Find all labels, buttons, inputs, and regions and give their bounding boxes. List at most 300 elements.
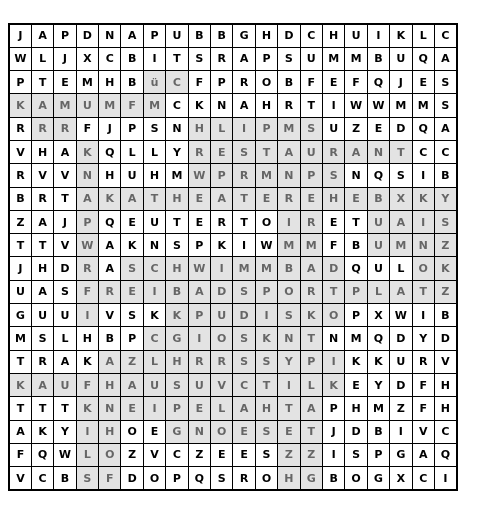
grid-cell[interactable]: H xyxy=(434,373,456,396)
grid-cell[interactable]: G xyxy=(300,467,322,490)
grid-cell[interactable]: R xyxy=(211,210,233,233)
grid-cell[interactable]: U xyxy=(9,280,31,303)
grid-cell[interactable]: G xyxy=(166,420,188,443)
grid-cell[interactable]: B xyxy=(54,467,76,490)
grid-cell[interactable]: N xyxy=(99,24,121,47)
grid-cell[interactable]: O xyxy=(345,467,367,490)
grid-cell[interactable]: O xyxy=(99,443,121,466)
grid-cell[interactable]: A xyxy=(121,373,143,396)
grid-cell[interactable]: K xyxy=(434,257,456,280)
grid-cell[interactable]: R xyxy=(233,164,255,187)
grid-cell[interactable]: E xyxy=(345,187,367,210)
grid-cell[interactable]: A xyxy=(121,187,143,210)
grid-cell[interactable]: S xyxy=(300,117,322,140)
grid-cell[interactable]: K xyxy=(76,140,98,163)
grid-cell[interactable]: T xyxy=(143,187,165,210)
grid-cell[interactable]: P xyxy=(211,164,233,187)
grid-cell[interactable]: L xyxy=(143,140,165,163)
grid-cell[interactable]: P xyxy=(166,397,188,420)
grid-cell[interactable]: J xyxy=(322,420,344,443)
grid-cell[interactable]: T xyxy=(54,397,76,420)
grid-cell[interactable]: G xyxy=(367,467,389,490)
grid-cell[interactable]: Q xyxy=(367,164,389,187)
grid-cell[interactable]: R xyxy=(300,280,322,303)
grid-cell[interactable]: M xyxy=(345,47,367,70)
grid-cell[interactable]: X xyxy=(390,187,412,210)
grid-cell[interactable]: I xyxy=(367,24,389,47)
grid-cell[interactable]: W xyxy=(54,443,76,466)
grid-cell[interactable]: R xyxy=(322,140,344,163)
grid-cell[interactable]: F xyxy=(188,71,210,94)
grid-cell[interactable]: F xyxy=(76,280,98,303)
grid-cell[interactable]: T xyxy=(412,280,434,303)
grid-cell[interactable]: U xyxy=(54,373,76,396)
grid-cell[interactable]: F xyxy=(121,94,143,117)
grid-cell[interactable]: W xyxy=(390,304,412,327)
grid-cell[interactable]: S xyxy=(121,257,143,280)
grid-cell[interactable]: V xyxy=(54,234,76,257)
grid-cell[interactable]: A xyxy=(390,280,412,303)
grid-cell[interactable]: U xyxy=(322,117,344,140)
grid-cell[interactable]: A xyxy=(233,397,255,420)
grid-cell[interactable]: R xyxy=(211,47,233,70)
grid-cell[interactable]: T xyxy=(54,187,76,210)
grid-cell[interactable]: L xyxy=(412,24,434,47)
grid-cell[interactable]: A xyxy=(99,257,121,280)
grid-cell[interactable]: K xyxy=(143,304,165,327)
grid-cell[interactable]: R xyxy=(233,467,255,490)
grid-cell[interactable]: C xyxy=(434,24,456,47)
grid-cell[interactable]: P xyxy=(143,24,165,47)
grid-cell[interactable]: L xyxy=(300,373,322,396)
grid-cell[interactable]: R xyxy=(9,164,31,187)
grid-cell[interactable]: T xyxy=(9,350,31,373)
grid-cell[interactable]: H xyxy=(278,467,300,490)
grid-cell[interactable]: K xyxy=(166,304,188,327)
grid-cell[interactable]: P xyxy=(300,164,322,187)
grid-cell[interactable]: M xyxy=(76,71,98,94)
grid-cell[interactable]: Y xyxy=(367,373,389,396)
grid-cell[interactable]: N xyxy=(345,164,367,187)
grid-cell[interactable]: U xyxy=(390,350,412,373)
grid-cell[interactable]: L xyxy=(31,47,53,70)
grid-cell[interactable]: S xyxy=(233,140,255,163)
grid-cell[interactable]: O xyxy=(412,257,434,280)
grid-cell[interactable]: K xyxy=(345,350,367,373)
grid-cell[interactable]: S xyxy=(76,467,98,490)
grid-cell[interactable]: P xyxy=(322,397,344,420)
grid-cell[interactable]: A xyxy=(76,187,98,210)
grid-cell[interactable]: J xyxy=(390,71,412,94)
grid-cell[interactable]: R xyxy=(9,117,31,140)
grid-cell[interactable]: A xyxy=(434,117,456,140)
grid-cell[interactable]: I xyxy=(255,304,277,327)
grid-cell[interactable]: Y xyxy=(166,140,188,163)
grid-cell[interactable]: A xyxy=(9,420,31,443)
grid-cell[interactable]: Q xyxy=(412,47,434,70)
grid-cell[interactable]: D xyxy=(390,373,412,396)
grid-cell[interactable]: K xyxy=(9,94,31,117)
grid-cell[interactable]: Z xyxy=(434,234,456,257)
grid-cell[interactable]: E xyxy=(121,280,143,303)
grid-cell[interactable]: I xyxy=(322,94,344,117)
grid-cell[interactable]: D xyxy=(390,117,412,140)
grid-cell[interactable]: F xyxy=(412,373,434,396)
grid-cell[interactable]: R xyxy=(31,187,53,210)
grid-cell[interactable]: I xyxy=(412,304,434,327)
grid-cell[interactable]: S xyxy=(233,350,255,373)
grid-cell[interactable]: I xyxy=(76,304,98,327)
grid-cell[interactable]: C xyxy=(166,94,188,117)
grid-cell[interactable]: A xyxy=(211,187,233,210)
grid-cell[interactable]: W xyxy=(367,94,389,117)
grid-cell[interactable]: K xyxy=(255,327,277,350)
grid-cell[interactable]: H xyxy=(166,350,188,373)
grid-cell[interactable]: A xyxy=(434,47,456,70)
grid-cell[interactable]: N xyxy=(278,327,300,350)
grid-cell[interactable]: N xyxy=(211,94,233,117)
grid-cell[interactable]: Z xyxy=(345,117,367,140)
grid-cell[interactable]: D xyxy=(390,327,412,350)
grid-cell[interactable]: M xyxy=(345,327,367,350)
grid-cell[interactable]: U xyxy=(121,164,143,187)
grid-cell[interactable]: T xyxy=(166,47,188,70)
grid-cell[interactable]: I xyxy=(412,164,434,187)
grid-cell[interactable]: A xyxy=(300,397,322,420)
grid-cell[interactable]: Z xyxy=(278,443,300,466)
grid-cell[interactable]: D xyxy=(434,327,456,350)
grid-cell[interactable]: E xyxy=(143,420,165,443)
grid-cell[interactable]: E xyxy=(54,71,76,94)
grid-cell[interactable]: R xyxy=(188,140,210,163)
grid-cell[interactable]: O xyxy=(255,71,277,94)
grid-cell[interactable]: P xyxy=(255,47,277,70)
grid-cell[interactable]: K xyxy=(390,24,412,47)
grid-cell[interactable]: A xyxy=(278,140,300,163)
grid-cell[interactable]: T xyxy=(166,210,188,233)
grid-cell[interactable]: H xyxy=(99,420,121,443)
grid-cell[interactable]: O xyxy=(255,467,277,490)
grid-cell[interactable]: S xyxy=(211,467,233,490)
grid-cell[interactable]: F xyxy=(76,373,98,396)
grid-cell[interactable]: U xyxy=(367,210,389,233)
grid-cell[interactable]: S xyxy=(390,164,412,187)
grid-cell[interactable]: P xyxy=(367,443,389,466)
grid-cell[interactable]: U xyxy=(300,140,322,163)
grid-cell[interactable]: H xyxy=(345,397,367,420)
grid-cell[interactable]: V xyxy=(31,164,53,187)
grid-cell[interactable]: T xyxy=(390,140,412,163)
grid-cell[interactable]: A xyxy=(31,24,53,47)
grid-cell[interactable]: T xyxy=(300,94,322,117)
grid-cell[interactable]: M xyxy=(390,94,412,117)
grid-cell[interactable]: M xyxy=(9,327,31,350)
grid-cell[interactable]: U xyxy=(188,373,210,396)
grid-cell[interactable]: K xyxy=(300,304,322,327)
grid-cell[interactable]: H xyxy=(31,140,53,163)
grid-cell[interactable]: G xyxy=(233,24,255,47)
grid-cell[interactable]: Q xyxy=(367,71,389,94)
grid-cell[interactable]: H xyxy=(322,187,344,210)
grid-cell[interactable]: A xyxy=(31,94,53,117)
grid-cell[interactable]: V xyxy=(412,420,434,443)
grid-cell[interactable]: C xyxy=(166,443,188,466)
grid-cell[interactable]: X xyxy=(76,47,98,70)
grid-cell[interactable]: F xyxy=(76,117,98,140)
grid-cell[interactable]: M xyxy=(300,234,322,257)
grid-cell[interactable]: A xyxy=(188,280,210,303)
grid-cell[interactable]: K xyxy=(99,187,121,210)
grid-cell[interactable]: D xyxy=(121,467,143,490)
grid-cell[interactable]: Q xyxy=(367,327,389,350)
grid-cell[interactable]: I xyxy=(322,350,344,373)
grid-cell[interactable]: E xyxy=(345,373,367,396)
grid-cell[interactable]: H xyxy=(99,71,121,94)
grid-cell[interactable]: H xyxy=(188,117,210,140)
grid-cell[interactable]: M xyxy=(233,257,255,280)
grid-cell[interactable]: A xyxy=(31,210,53,233)
grid-cell[interactable]: M xyxy=(255,257,277,280)
grid-cell[interactable]: T xyxy=(9,397,31,420)
grid-cell[interactable]: Q xyxy=(345,257,367,280)
grid-cell[interactable]: H xyxy=(255,94,277,117)
grid-cell[interactable]: A xyxy=(233,47,255,70)
grid-cell[interactable]: D xyxy=(76,24,98,47)
grid-cell[interactable]: Z xyxy=(9,210,31,233)
grid-cell[interactable]: B xyxy=(434,164,456,187)
grid-cell[interactable]: K xyxy=(367,350,389,373)
grid-cell[interactable]: S xyxy=(188,47,210,70)
grid-cell[interactable]: L xyxy=(390,257,412,280)
grid-cell[interactable]: T xyxy=(300,327,322,350)
grid-cell[interactable]: R xyxy=(99,280,121,303)
grid-cell[interactable]: S xyxy=(434,210,456,233)
grid-cell[interactable]: S xyxy=(278,304,300,327)
grid-cell[interactable]: K xyxy=(121,234,143,257)
grid-cell[interactable]: D xyxy=(322,257,344,280)
grid-cell[interactable]: C xyxy=(143,257,165,280)
grid-cell[interactable]: T xyxy=(255,373,277,396)
grid-cell[interactable]: I xyxy=(434,467,456,490)
grid-cell[interactable]: K xyxy=(76,350,98,373)
grid-cell[interactable]: L xyxy=(76,443,98,466)
grid-cell[interactable]: U xyxy=(143,373,165,396)
grid-cell[interactable]: M xyxy=(99,94,121,117)
grid-cell[interactable]: D xyxy=(211,280,233,303)
grid-cell[interactable]: ü xyxy=(143,71,165,94)
grid-cell[interactable]: C xyxy=(412,467,434,490)
grid-cell[interactable]: N xyxy=(367,140,389,163)
grid-cell[interactable]: E xyxy=(255,187,277,210)
grid-cell[interactable]: Y xyxy=(412,327,434,350)
grid-cell[interactable]: S xyxy=(233,280,255,303)
grid-cell[interactable]: X xyxy=(390,467,412,490)
grid-cell[interactable]: S xyxy=(255,350,277,373)
grid-cell[interactable]: S xyxy=(166,373,188,396)
grid-cell[interactable]: R xyxy=(54,117,76,140)
grid-cell[interactable]: U xyxy=(166,24,188,47)
grid-cell[interactable]: P xyxy=(121,327,143,350)
grid-cell[interactable]: E xyxy=(188,397,210,420)
grid-cell[interactable]: H xyxy=(434,397,456,420)
grid-cell[interactable]: B xyxy=(9,187,31,210)
grid-cell[interactable]: B xyxy=(211,24,233,47)
grid-cell[interactable]: I xyxy=(233,234,255,257)
grid-cell[interactable]: O xyxy=(255,210,277,233)
grid-cell[interactable]: T xyxy=(255,140,277,163)
grid-cell[interactable]: O xyxy=(211,420,233,443)
grid-cell[interactable]: Y xyxy=(278,350,300,373)
grid-cell[interactable]: A xyxy=(121,24,143,47)
grid-cell[interactable]: P xyxy=(54,24,76,47)
grid-cell[interactable]: K xyxy=(9,373,31,396)
grid-cell[interactable]: Q xyxy=(412,117,434,140)
grid-cell[interactable]: U xyxy=(367,234,389,257)
grid-cell[interactable]: S xyxy=(434,94,456,117)
grid-cell[interactable]: N xyxy=(188,420,210,443)
grid-cell[interactable]: W xyxy=(188,257,210,280)
grid-cell[interactable]: M xyxy=(278,117,300,140)
grid-cell[interactable]: R xyxy=(76,257,98,280)
grid-cell[interactable]: C xyxy=(434,140,456,163)
grid-cell[interactable]: M xyxy=(322,47,344,70)
grid-cell[interactable]: C xyxy=(99,47,121,70)
grid-cell[interactable]: F xyxy=(9,443,31,466)
grid-cell[interactable]: L xyxy=(211,397,233,420)
grid-cell[interactable]: B xyxy=(345,234,367,257)
grid-cell[interactable]: H xyxy=(99,373,121,396)
grid-cell[interactable]: H xyxy=(255,397,277,420)
grid-cell[interactable]: H xyxy=(143,164,165,187)
grid-cell[interactable]: V xyxy=(54,164,76,187)
grid-cell[interactable]: B xyxy=(367,187,389,210)
grid-cell[interactable]: N xyxy=(322,327,344,350)
grid-cell[interactable]: C xyxy=(166,71,188,94)
grid-cell[interactable]: M xyxy=(390,234,412,257)
grid-cell[interactable]: A xyxy=(54,140,76,163)
grid-cell[interactable]: E xyxy=(188,187,210,210)
grid-cell[interactable]: W xyxy=(76,234,98,257)
grid-cell[interactable]: Z xyxy=(188,443,210,466)
grid-cell[interactable]: C xyxy=(143,327,165,350)
grid-cell[interactable]: A xyxy=(300,257,322,280)
grid-cell[interactable]: B xyxy=(434,304,456,327)
grid-cell[interactable]: A xyxy=(31,373,53,396)
grid-cell[interactable]: M xyxy=(412,94,434,117)
grid-cell[interactable]: V xyxy=(9,140,31,163)
grid-cell[interactable]: P xyxy=(300,350,322,373)
grid-cell[interactable]: H xyxy=(76,327,98,350)
grid-cell[interactable]: A xyxy=(99,350,121,373)
grid-cell[interactable]: F xyxy=(322,234,344,257)
grid-cell[interactable]: D xyxy=(345,420,367,443)
grid-cell[interactable]: E xyxy=(188,210,210,233)
grid-cell[interactable]: M xyxy=(166,164,188,187)
grid-cell[interactable]: T xyxy=(9,234,31,257)
grid-cell[interactable]: P xyxy=(121,117,143,140)
grid-cell[interactable]: C xyxy=(233,373,255,396)
grid-cell[interactable]: M xyxy=(278,234,300,257)
grid-cell[interactable]: T xyxy=(345,210,367,233)
grid-cell[interactable]: S xyxy=(255,420,277,443)
grid-cell[interactable]: Z xyxy=(390,397,412,420)
grid-cell[interactable]: I xyxy=(322,443,344,466)
grid-cell[interactable]: J xyxy=(9,24,31,47)
grid-cell[interactable]: B xyxy=(166,280,188,303)
grid-cell[interactable]: I xyxy=(76,420,98,443)
grid-cell[interactable]: H xyxy=(255,24,277,47)
grid-cell[interactable]: I xyxy=(278,373,300,396)
grid-cell[interactable]: F xyxy=(412,397,434,420)
grid-cell[interactable]: P xyxy=(9,71,31,94)
grid-cell[interactable]: V xyxy=(9,467,31,490)
grid-cell[interactable]: P xyxy=(211,71,233,94)
grid-cell[interactable]: S xyxy=(166,234,188,257)
grid-cell[interactable]: A xyxy=(99,234,121,257)
grid-cell[interactable]: D xyxy=(54,257,76,280)
grid-cell[interactable]: U xyxy=(211,304,233,327)
grid-cell[interactable]: E xyxy=(233,420,255,443)
grid-cell[interactable]: L xyxy=(367,280,389,303)
grid-cell[interactable]: L xyxy=(121,140,143,163)
grid-cell[interactable]: I xyxy=(143,47,165,70)
grid-cell[interactable]: A xyxy=(54,350,76,373)
grid-cell[interactable]: G xyxy=(9,304,31,327)
grid-cell[interactable]: G xyxy=(390,443,412,466)
grid-cell[interactable]: C xyxy=(31,467,53,490)
grid-cell[interactable]: R xyxy=(412,350,434,373)
grid-cell[interactable]: R xyxy=(31,117,53,140)
grid-cell[interactable]: S xyxy=(278,47,300,70)
grid-cell[interactable]: Q xyxy=(434,443,456,466)
grid-cell[interactable]: Q xyxy=(99,140,121,163)
grid-cell[interactable]: W xyxy=(188,164,210,187)
grid-cell[interactable]: P xyxy=(255,280,277,303)
grid-cell[interactable]: B xyxy=(99,327,121,350)
grid-cell[interactable]: Z xyxy=(121,443,143,466)
grid-cell[interactable]: S xyxy=(255,443,277,466)
grid-cell[interactable]: N xyxy=(143,234,165,257)
grid-cell[interactable]: S xyxy=(31,327,53,350)
grid-cell[interactable]: N xyxy=(412,234,434,257)
grid-cell[interactable]: K xyxy=(322,373,344,396)
grid-cell[interactable]: P xyxy=(345,280,367,303)
grid-cell[interactable]: D xyxy=(233,304,255,327)
grid-cell[interactable]: L xyxy=(211,117,233,140)
grid-cell[interactable]: M xyxy=(143,94,165,117)
grid-cell[interactable]: M xyxy=(255,164,277,187)
grid-cell[interactable]: S xyxy=(345,443,367,466)
grid-cell[interactable]: K xyxy=(412,187,434,210)
grid-cell[interactable]: S xyxy=(54,280,76,303)
grid-cell[interactable]: U xyxy=(76,94,98,117)
grid-cell[interactable]: E xyxy=(322,210,344,233)
grid-cell[interactable]: V xyxy=(143,443,165,466)
grid-cell[interactable]: O xyxy=(322,304,344,327)
grid-cell[interactable]: V xyxy=(434,350,456,373)
grid-cell[interactable]: B xyxy=(188,24,210,47)
grid-cell[interactable]: P xyxy=(188,304,210,327)
grid-cell[interactable]: H xyxy=(166,257,188,280)
grid-cell[interactable]: T xyxy=(300,420,322,443)
grid-cell[interactable]: Y xyxy=(434,187,456,210)
grid-cell[interactable]: P xyxy=(188,234,210,257)
grid-cell[interactable]: A xyxy=(31,280,53,303)
grid-cell[interactable]: H xyxy=(31,257,53,280)
grid-cell[interactable]: O xyxy=(278,280,300,303)
grid-cell[interactable]: K xyxy=(76,397,98,420)
grid-cell[interactable]: X xyxy=(367,304,389,327)
